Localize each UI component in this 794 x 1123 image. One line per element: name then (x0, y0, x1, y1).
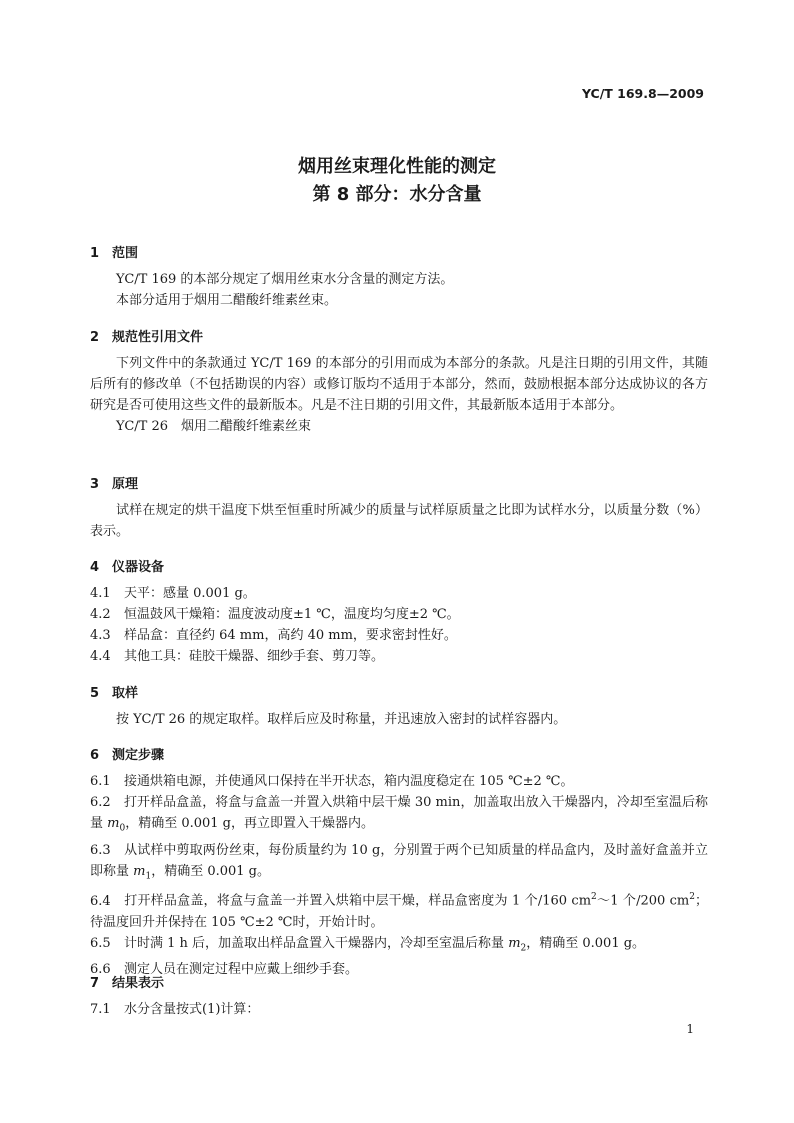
mass-variable: m (107, 816, 120, 831)
item-text: ；待温度回升并保持在 105 ℃±2 ℃时，开始计时。 (90, 893, 708, 930)
section-number: 3 (90, 477, 100, 492)
item-text: 测定人员在测定过程中应戴上细纱手套。 (124, 962, 359, 978)
list-item (90, 887, 708, 932)
list-item (90, 771, 708, 792)
list-item (90, 625, 708, 646)
item-number: 4.2 (90, 607, 111, 622)
item-text: ，精确至 0.001 g。 (526, 935, 646, 951)
paragraph: 本部分适用于烟用二醋酸纤维素丝束。 (116, 293, 338, 308)
item-number: 6.1 (90, 774, 111, 789)
item-text: 计时满 1 h 后，加盖取出样品盒置入干燥器内，冷却至室温后称量 (124, 935, 509, 951)
section-number: 5 (90, 686, 100, 701)
item-text: ，精确至 0.001 g。 (151, 863, 271, 879)
document-subtitle: 第 8 部分：水分含量 (312, 184, 482, 205)
mass-subscript: 1 (145, 871, 152, 882)
item-text: 打开样品盒盖，将盒与盒盖一并置入烘箱中层干燥 30 min，加盖取出放入干燥器内，冷却至室温后称量 (90, 795, 708, 831)
item-text: ，精确至 0.001 g，再立即置入干燥器内。 (125, 816, 375, 831)
list-item (90, 999, 708, 1020)
section-heading (90, 556, 708, 575)
section-3 (90, 473, 708, 542)
section-number: 4 (90, 560, 100, 575)
unit-superscript: 2 (591, 892, 597, 903)
paragraph: 下列文件中的条款通过 YC/T 169 的本部分的引用而成为本部分的条款。凡是注日期的引用文件，其随后所有的修改单（不包括勘误的内容）或修订版均不适用于本部分，然而，鼓励根据本部分达成协议的各方研究是否可使用这些文件的最新版本。凡是不注日期的引用文件，其最新版本适用于本部分。 (90, 356, 708, 413)
item-number: 6.6 (90, 962, 111, 978)
mass-subscript: 2 (520, 943, 527, 954)
section-heading (90, 242, 708, 261)
section-heading (90, 473, 708, 492)
section-number: 7 (90, 976, 100, 991)
paragraph: YC/T 169 的本部分规定了烟用丝束水分含量的测定方法。 (116, 272, 454, 287)
standard-code: YC/T 169.8—2009 (581, 86, 704, 101)
section-5 (90, 682, 708, 730)
section-title: 测定步骤 (112, 748, 165, 763)
paragraph: 按 YC/T 26 的规定取样。取样后应及时称量，并迅速放入密封的试样容器内。 (116, 712, 567, 727)
section-heading (90, 326, 708, 345)
section-title: 范围 (112, 246, 139, 261)
section-number: 2 (90, 330, 100, 345)
mass-subscript: 0 (119, 823, 126, 834)
item-text: 样品盒：直径约 64 mm，高约 40 mm，要求密封性好。 (124, 628, 457, 643)
section-1 (90, 242, 708, 311)
list-item (90, 646, 708, 667)
item-text: 打开样品盒盖，将盒与盒盖一并置入烘箱中层干燥，样品盒密度为 1 个/160 cm (124, 893, 592, 909)
item-number: 6.3 (90, 842, 111, 858)
mass-variable: m (133, 863, 146, 879)
item-text: 从试样中剪取两份丝束，每份质量约为 10 g，分别置于两个已知质量的样品盒内，及时盖好盒盖并立即称量 (90, 842, 708, 879)
item-text: 恒温鼓风干燥箱：温度波动度±1 ℃，温度均匀度±2 ℃。 (124, 607, 460, 622)
section-number: 1 (90, 246, 100, 261)
item-number: 6.2 (90, 795, 111, 810)
section-title: 规范性引用文件 (112, 330, 204, 345)
list-item (90, 840, 708, 888)
unit-superscript: 2 (689, 892, 695, 903)
item-text: 水分含量按式(1)计算： (124, 1002, 260, 1017)
section-title: 结果表示 (112, 976, 165, 991)
item-number: 4.4 (90, 649, 111, 664)
item-number: 4.3 (90, 628, 111, 643)
item-number: 7.1 (90, 1002, 111, 1017)
item-number: 6.4 (90, 893, 111, 909)
normative-reference: YC/T 26 烟用二醋酸纤维素丝束 (116, 419, 312, 434)
item-text: 其他工具：硅胶干燥器、细纱手套、剪刀等。 (124, 649, 385, 664)
list-item (90, 583, 708, 604)
section-title: 仪器设备 (112, 560, 165, 575)
item-number: 4.1 (90, 586, 111, 601)
section-heading (90, 744, 708, 763)
paragraph: 试样在规定的烘干温度下烘至恒重时所减少的质量与试样原质量之比即为试样水分，以质量分数（%）表示。 (90, 503, 708, 539)
item-text: 天平：感量 0.001 g。 (124, 586, 256, 601)
page-number: 1 (686, 1022, 694, 1036)
list-item (90, 792, 708, 840)
section-4 (90, 556, 708, 667)
list-item (90, 604, 708, 625)
item-number: 6.5 (90, 935, 111, 951)
section-title: 取样 (112, 686, 139, 701)
mass-variable: m (508, 935, 521, 951)
section-number: 6 (90, 748, 100, 763)
section-heading (90, 972, 708, 991)
section-heading (90, 682, 708, 701)
item-text: ～1 个/200 cm (596, 893, 690, 909)
list-item (90, 933, 708, 960)
section-7 (90, 972, 708, 1020)
section-title: 原理 (112, 477, 139, 492)
section-6 (90, 744, 708, 980)
item-text: 接通烘箱电源，并使通风口保持在半开状态，箱内温度稳定在 105 ℃±2 ℃。 (124, 774, 574, 789)
document-title: 烟用丝束理化性能的测定 (298, 156, 496, 177)
section-2 (90, 326, 708, 437)
